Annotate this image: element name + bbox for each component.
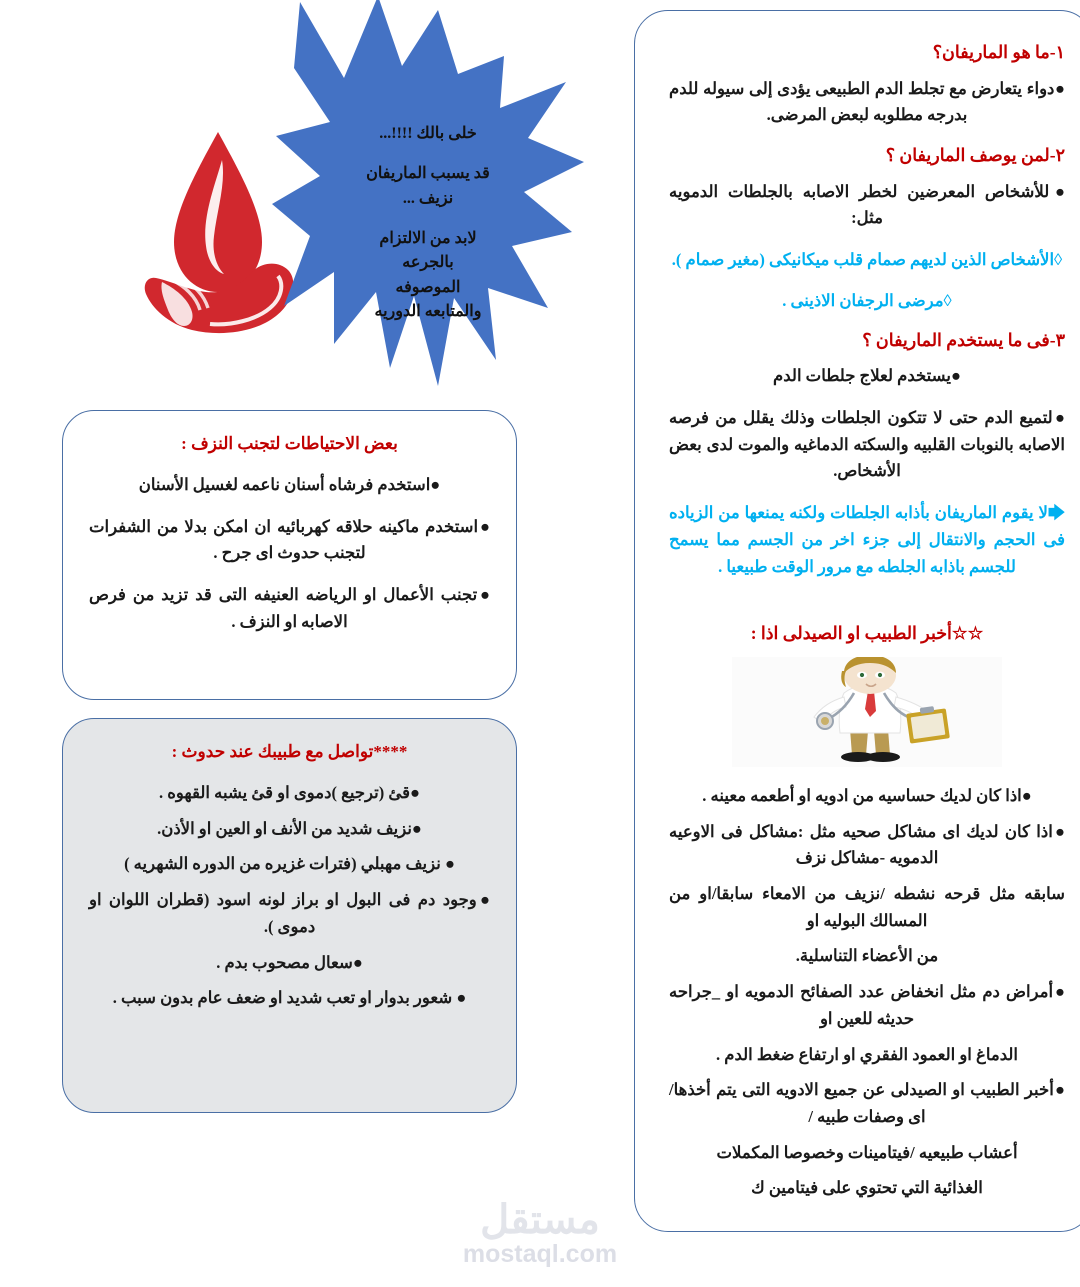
starburst-line-6: الموصوفه — [395, 278, 461, 296]
tell-doctor-item-2: ●اذا كان لديك اى مشاكل صحيه مثل :مشاكل فى الاوعيه الدمويه -مشاكل نزف — [669, 821, 1065, 868]
contact-item-6: ● شعور بدوار او تعب شديد او ضعف عام بدون سبب . — [112, 988, 467, 1008]
contact-item-4: ●وجود دم فى البول او براز لونه اسود (قطران اللوان او دموى ). — [89, 890, 490, 936]
contact-doctor-heading: ****تواصل مع طبيبك عند حدوث : — [171, 742, 408, 761]
tell-doctor-item-9: الغذائية التي تحتوي على فيتامين ك — [751, 1178, 983, 1198]
starburst-line-1: خلى بالك !!!!... — [379, 125, 477, 142]
starburst-line-3: نزيف ... — [402, 189, 454, 207]
precautions-panel — [62, 410, 517, 700]
tell-doctor-item-1: ●اذا كان لديك حساسيه من ادويه او أطعمه معينه . — [702, 785, 1032, 805]
contact-item-2: ●نزيف شديد من الأنف او العين او الأذن. — [157, 818, 422, 838]
starburst-callout — [272, 0, 584, 386]
doctor-illustration — [732, 657, 1002, 767]
tell-doctor-item-5: ●أمراض دم مثل انخفاض عدد الصفائح الدمويه او _جراحه حديثه للعين او — [669, 982, 1065, 1028]
question-3-heading: ٣-فى ما يستخدم الماريفان ؟ — [862, 329, 1065, 350]
warfarin-info-panel — [634, 10, 1080, 1232]
contact-item-1: ●قئ (ترجيع )دموى او قئ يشبه القهوه . — [159, 782, 420, 802]
precautions-item-1: ●استخدم فرشاه أسنان ناعمه لغسيل الأسنان — [138, 474, 441, 494]
contact-doctor-panel — [62, 718, 517, 1113]
question-2-bullet-1: ◊الأشخاص الذين لديهم صمام قلب ميكانيكى (مغير صمام ). — [671, 250, 1063, 270]
precautions-item-3: ●تجنب الأعمال او الرياضه العنيفه التى قد تزيد من فرص الاصابه او النزف . — [89, 585, 490, 631]
question-1-body: ●دواء يتعارض مع تجلط الدم الطبيعى يؤدى إلى سيوله للدم بدرجه مطلوبه لبعض المرضى. — [669, 78, 1065, 125]
contact-item-5: ●سعال مصحوب بدم . — [216, 952, 363, 972]
starburst-line-4: لابد من الالتزام — [379, 229, 477, 247]
starburst-line-2: قد يسبب الماريفان — [366, 165, 490, 183]
watermark-arabic: مستقل — [480, 1197, 600, 1243]
contact-item-3: ● نزيف مهبلي (فترات غزيره من الدوره الشهريه ) — [124, 854, 455, 874]
starburst-line-5: بالجرعه — [402, 254, 454, 272]
tell-doctor-item-3: سابقه مثل قرحه نشطه /نزيف من الامعاء سابقا/او من المسالك البوليه او — [669, 884, 1065, 930]
question-3-note: 🡆لا يقوم الماريفان بأذابه الجلطات ولكنه يمنعها من الزياده فى الحجم والانتقال إلى جزء اخر من الجسم مما يسمح للجسم باذابه الجلطه مع مرور الوقت طبيعيا . — [669, 503, 1065, 576]
watermark-latin: mostaql.com — [462, 1240, 618, 1269]
precautions-heading: بعض الاحتياطات لتجنب النزف : — [181, 434, 398, 453]
tell-doctor-heading: ☆☆أخبر الطبيب او الصيدلى اذا : — [750, 623, 984, 644]
tell-doctor-item-6: الدماغ او العمود الفقري او ارتفاع ضغط الدم . — [715, 1044, 1018, 1064]
tell-doctor-item-8: أعشاب طبيعيه /فيتامينات وخصوصا المكملات — [716, 1142, 1018, 1162]
starburst-line-7: والمتابعه الدوريه — [374, 302, 482, 320]
blood-drop-icon — [174, 132, 262, 292]
tell-doctor-item-4: من الأعضاء التناسلية. — [795, 946, 939, 966]
mostaql-watermark — [420, 1197, 660, 1269]
question-3-body-2: ●لتميع الدم حتى لا تتكون الجلطات وذلك يقلل من فرصه الاصابه بالنوبات القلبيه والسكته الدماغيه والموت لدى بعض الأشخاص. — [669, 407, 1065, 481]
question-3-body-1: ●يستخدم لعلاج جلطات الدم — [773, 366, 961, 386]
question-2-bullet-2: ◊مرضى الرجفان الاذينى . — [782, 290, 952, 310]
question-2-body: ●للأشخاص المعرضين لخطر الاصابه بالجلطات الدمويه مثل: — [669, 181, 1065, 228]
question-2-heading: ٢-لمن يوصف الماريفان ؟ — [885, 145, 1065, 166]
question-1-heading: ١-ما هو الماريفان؟ — [932, 42, 1065, 62]
precautions-item-2: ●استخدم ماكينه حلاقه كهربائيه ان امكن بدلا من الشفرات لتجنب حدوث اى جرح . — [89, 516, 490, 563]
starburst-shape — [272, 0, 584, 386]
tell-doctor-item-7: ●أخبر الطبيب او الصيدلى عن جميع الادويه التى يتم أخذها/اى وصفات طبيه / — [669, 1080, 1065, 1127]
